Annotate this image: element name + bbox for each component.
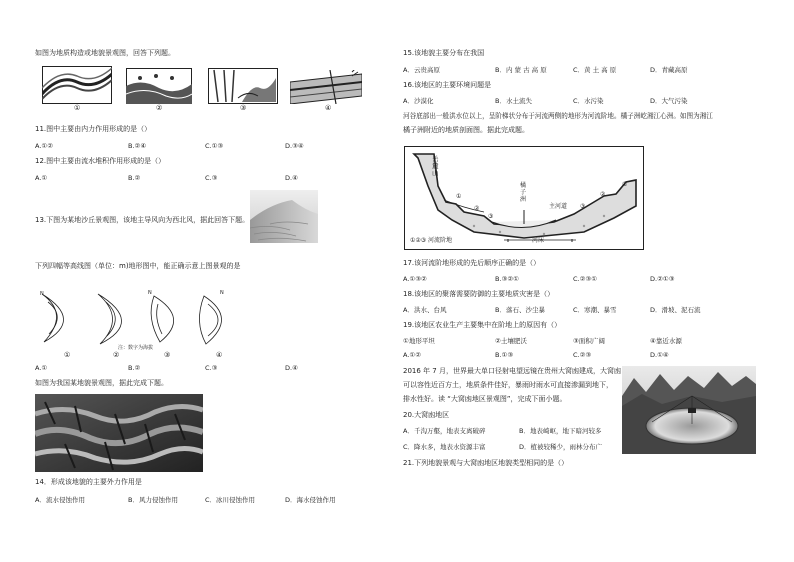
- q14-option-c[interactable]: C．冰川侵蚀作用: [205, 496, 256, 504]
- q12-option-a[interactable]: A.①: [35, 174, 48, 182]
- dune-label-1: ①: [64, 351, 71, 359]
- q19-option-b[interactable]: B.①③: [495, 351, 514, 359]
- q13-option-a[interactable]: A.①: [35, 364, 48, 372]
- q19-option-c[interactable]: C.②③: [573, 351, 592, 359]
- q20-option-d[interactable]: D．植被较稀少，雨林分布广: [519, 443, 603, 451]
- dune-label-2: ②: [113, 351, 120, 359]
- dune-label-4: ④: [216, 351, 223, 359]
- intro-fast-line2: 可以容性近百方土，地质条件佳好，暴雨时雨水可直接渗漏到地下，: [403, 381, 613, 389]
- intro-river-line1: 河谷底部出一般洪水位以上，呈阶梯状分布于河流两侧的地形为河流阶地。橘子洲屹湘江心洲。如图为湘江: [403, 112, 713, 120]
- q11-option-b[interactable]: B.②④: [128, 142, 147, 150]
- q17-option-b[interactable]: B.③②①: [495, 275, 520, 283]
- label-main-channel: 主河道: [549, 203, 568, 210]
- question-20: 20.大窝凼地区: [403, 411, 450, 419]
- q12-option-b[interactable]: B.②: [128, 174, 141, 182]
- intro-geology: 如图为地质构造或地貌景观图，回答下列题。: [35, 49, 175, 57]
- label-island-2: 子: [520, 189, 527, 196]
- q13-option-c[interactable]: C.③: [205, 364, 218, 372]
- q17-option-c[interactable]: C.②③①: [573, 275, 598, 283]
- q14-option-d[interactable]: D．海水侵蚀作用: [285, 496, 336, 504]
- intro-dune-contours: 下列四幅等高线图（单位：m)地形图中，能正确示意上图景观的是: [35, 262, 241, 270]
- question-19: 19.该地区农业生产主要集中在阶地上的原因有（）: [403, 321, 562, 329]
- question-12: 12.图中主要由流水堆积作用形成的是（）: [35, 157, 166, 165]
- river-terrace-diagram: [404, 146, 644, 250]
- q12-option-d[interactable]: D.④: [285, 174, 298, 182]
- q11-option-d[interactable]: D.③④: [285, 142, 304, 150]
- q17-option-a[interactable]: A.①③②: [403, 275, 427, 283]
- mark-left-1: ①: [456, 193, 462, 200]
- q16-option-d[interactable]: D．大气污染: [650, 97, 688, 105]
- question-21: 21.下列地貌景观与大窝凼地区地貌类型相同的是（）: [403, 459, 569, 467]
- intro-river-line2: 橘子洲附近的地质剖面图。据此完成题。: [403, 126, 529, 134]
- q19-statement-4: ④靠近水源: [650, 337, 682, 345]
- sand-dune-photo: [250, 190, 318, 243]
- legend-river-terrace: ①②③ 河流阶地: [410, 237, 453, 244]
- dune-note: 注：数字为海拔: [118, 345, 154, 351]
- question-14: 14．形成该地貌的主要外力作用是: [35, 478, 142, 486]
- geology-figure-4: [290, 70, 362, 108]
- question-17: 17.该河流阶地形成的先后顺序正确的是（）: [403, 259, 541, 267]
- mark-left-3: ③: [488, 213, 494, 220]
- mark-right-2: ②: [600, 191, 606, 198]
- question-13: 13.下图为某地沙丘景观图，该地主导风向为西北风，据此回答下题。: [35, 216, 250, 224]
- geology-figure-2: [126, 68, 192, 108]
- geology-figure-1: [42, 66, 112, 108]
- q20-option-a[interactable]: A．千沟万壑，地表支离破碎: [403, 427, 486, 435]
- dune-north-4: N: [220, 290, 224, 296]
- q13-option-d[interactable]: D.④: [285, 364, 298, 372]
- q20-option-b[interactable]: B．地表崎岖，地下暗河较多: [519, 427, 602, 435]
- q18-option-b[interactable]: B．落石、沙尘暴: [495, 306, 545, 314]
- dune-label-3: ③: [164, 351, 171, 359]
- label-riverbed: 河床: [532, 237, 545, 244]
- q18-option-a[interactable]: A．洪水、台风: [403, 306, 447, 314]
- dune-north-3: N: [148, 290, 152, 296]
- label-island-3: 洲: [520, 196, 527, 203]
- q16-option-b[interactable]: B．水土流失: [495, 97, 532, 105]
- question-18: 18.该地区的聚落需要防御的主要地质灾害是（）: [403, 290, 555, 298]
- geology-label-3: ③: [240, 104, 247, 112]
- dune-north-1: N: [40, 291, 44, 297]
- intro-fast-line3: 排水性好。读 “大窝凼地区景观图”，完成下面小题。: [403, 395, 567, 403]
- q18-option-c[interactable]: C．寒潮、暴雪: [573, 306, 617, 314]
- q19-statement-2: ②土壤肥沃: [495, 337, 527, 345]
- q19-statement-3: ③面积广阔: [573, 337, 605, 345]
- geology-figure-3: [208, 68, 278, 108]
- q16-option-c[interactable]: C．水污染: [573, 97, 604, 105]
- q15-option-c[interactable]: C．黄 土 高 原: [573, 66, 617, 74]
- q13-option-b[interactable]: B.②: [128, 364, 141, 372]
- q19-option-a[interactable]: A.①②: [403, 351, 422, 359]
- label-mountain: 岳麓山: [432, 155, 439, 177]
- label-island-1: 橘: [520, 182, 527, 189]
- question-15: 15.该地貌主要分布在我国: [403, 49, 485, 57]
- q14-option-a[interactable]: A．流水侵蚀作用: [35, 496, 85, 504]
- mark-right-3: ③: [580, 203, 586, 210]
- q19-option-d[interactable]: D.①④: [650, 351, 669, 359]
- q18-option-d[interactable]: D．滑坡、泥石流: [650, 306, 701, 314]
- q19-statement-1: ①地形平坦: [403, 337, 435, 345]
- mark-left-2: ②: [474, 205, 480, 212]
- geology-label-2: ②: [156, 104, 163, 112]
- q17-option-d[interactable]: D.②①③: [650, 275, 675, 283]
- q11-option-a[interactable]: A.①②: [35, 142, 54, 150]
- mark-right-1: ①: [622, 181, 628, 188]
- q20-option-c[interactable]: C．降水多，地表水资源丰富: [403, 443, 486, 451]
- q12-option-c[interactable]: C.③: [205, 174, 218, 182]
- telescope-photo: [622, 366, 756, 454]
- q15-option-d[interactable]: D．青藏高原: [650, 66, 688, 74]
- q14-option-b[interactable]: B．风力侵蚀作用: [128, 496, 178, 504]
- q15-option-b[interactable]: B．内 蒙 古 高 原: [495, 66, 547, 74]
- landform-photo: [35, 394, 203, 472]
- q11-option-c[interactable]: C.①③: [205, 142, 224, 150]
- q16-option-a[interactable]: A．沙漠化: [403, 97, 434, 105]
- intro-fast-line1: 2016 年 7 月，世界最大单口径射电望远镜在贵州大窝凼建成，大窝凼: [403, 367, 621, 375]
- intro-yardang: 如图为我国某地貌景观图，据此完成下题。: [35, 379, 168, 387]
- geology-label-4: ④: [325, 104, 332, 112]
- question-16: 16.该地区的主要环境问题是: [403, 81, 492, 89]
- q15-option-a[interactable]: A．云贵高原: [403, 66, 440, 74]
- geology-label-1: ①: [74, 104, 81, 112]
- question-11: 11.图中主要由内力作用形成的是（）: [35, 125, 152, 133]
